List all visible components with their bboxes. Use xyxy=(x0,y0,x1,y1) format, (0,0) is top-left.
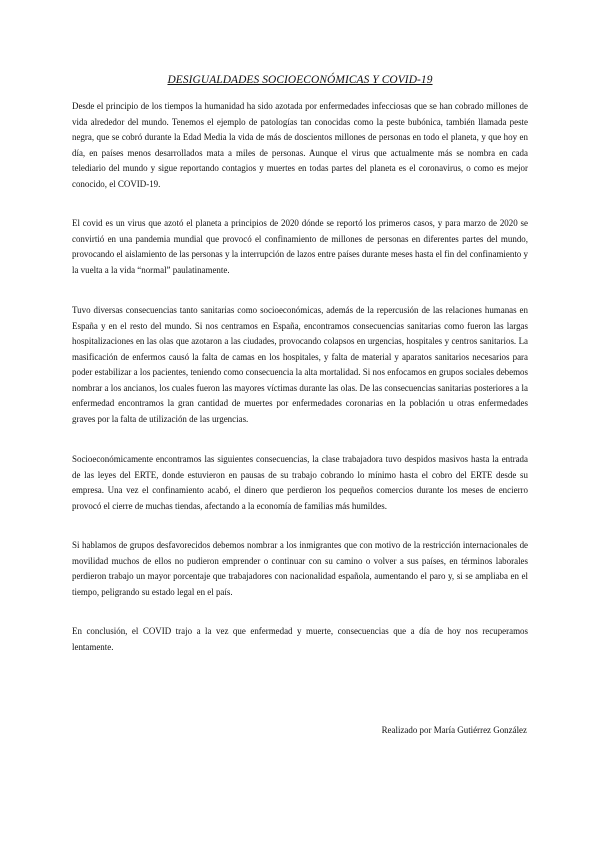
document-body xyxy=(72,99,528,679)
paragraph-covid-origin: El covid es un virus que azotó el planeta a principios de 2020 dónde se reportó los primeros casos, y para marzo de 2020 se convirtió en una pandemia mundial que provocó el confinamiento de millones de personas en diferentes partes del mundo, provocando el aislamiento de las personas y la interrupción de lazos entre países durante meses hasta el fin del confinamiento y la vuelta a la vida “normal” paulatinamente. xyxy=(72,218,528,275)
paragraph-health-consequences: Tuvo diversas consecuencias tanto sanitarias como socioeconómicas, además de la repercusión de las relaciones humanas en España y en el resto del mundo. Si nos centramos en España, encontramos consecuencias sanitarias como fueron las largas hospitalizaciones en las olas que azotaron a las ciudades, provocando colapsos en urgencias, hospitales y centros sanitarios. La masificación de enfermos causó la falta de camas en los hospitales, y falta de material y aparatos sanitarios necesarios para poder estabilizar a los pacientes, teniendo como consecuencia la alta mortalidad. Si nos enfocamos en grupos sociales debemos nombrar a los ancianos, los cuales fueron las mayores víctimas durante las olas. De las consecuencias sanitarias posteriores a la enfermedad encontramos la gran cantidad de muertes por enfermedades coronarias en la población u otras enfermedades graves por la falta de utilización de las urgencias. xyxy=(72,305,528,424)
document-title: DESIGUALDADES SOCIOECONÓMICAS Y COVID-19 xyxy=(167,74,433,86)
author-signature: Realizado por María Gutiérrez González xyxy=(381,725,527,735)
paragraph-disadvantaged-groups: Si hablamos de grupos desfavorecidos debemos nombrar a los inmigrantes que con motivo de la restricción internacionales de movilidad muchos de ellos no pudieron emprender o continuar con su camino o volver a sus países, en términos laborales perdieron trabajo un mayor porcentaje que trabajadores con nacionalidad española, aumentando el paro y, si se ampliaba en el tiempo, peligrando su estado legal en el país. xyxy=(72,540,528,597)
paragraph-socioeconomic-consequences: Socioeconómicamente encontramos las siguientes consecuencias, la clase trabajadora tuvo despidos masivos hasta la entrada de las leyes del ERTE, donde estuvieron en pausas de su trabajo cobrando lo mínimo hasta el cobro del ERTE desde su empresa. Una vez el confinamiento acabó, el dinero que perdieron los pequeños comercios durante los meses de encierro provocó el cierre de muchas tiendas, afectando a la economía de familias más humildes. xyxy=(72,454,528,511)
paragraph-intro: Desde el principio de los tiempos la humanidad ha sido azotada por enfermedades infecciosas que se han cobrado millones de vida alrededor del mundo. Tenemos el ejemplo de patologías tan conocidas como la peste bubónica, también llamada peste negra, que se cobró durante la Edad Media la vida de más de doscientos millones de personas en todo el planeta, y que hoy en día, en países menos desarrollados mata a miles de personas. Aunque el virus que actualmente más se nombra en cada telediario del mundo y sigue reportando contagios y muertes en todas partes del planeta es el coronavirus, o como es mejor conocido, el COVID-19. xyxy=(72,101,528,189)
paragraph-conclusion: En conclusión, el COVID trajo a la vez que enfermedad y muerte, consecuencias que a día de hoy nos recuperamos lentamente. xyxy=(72,626,528,652)
